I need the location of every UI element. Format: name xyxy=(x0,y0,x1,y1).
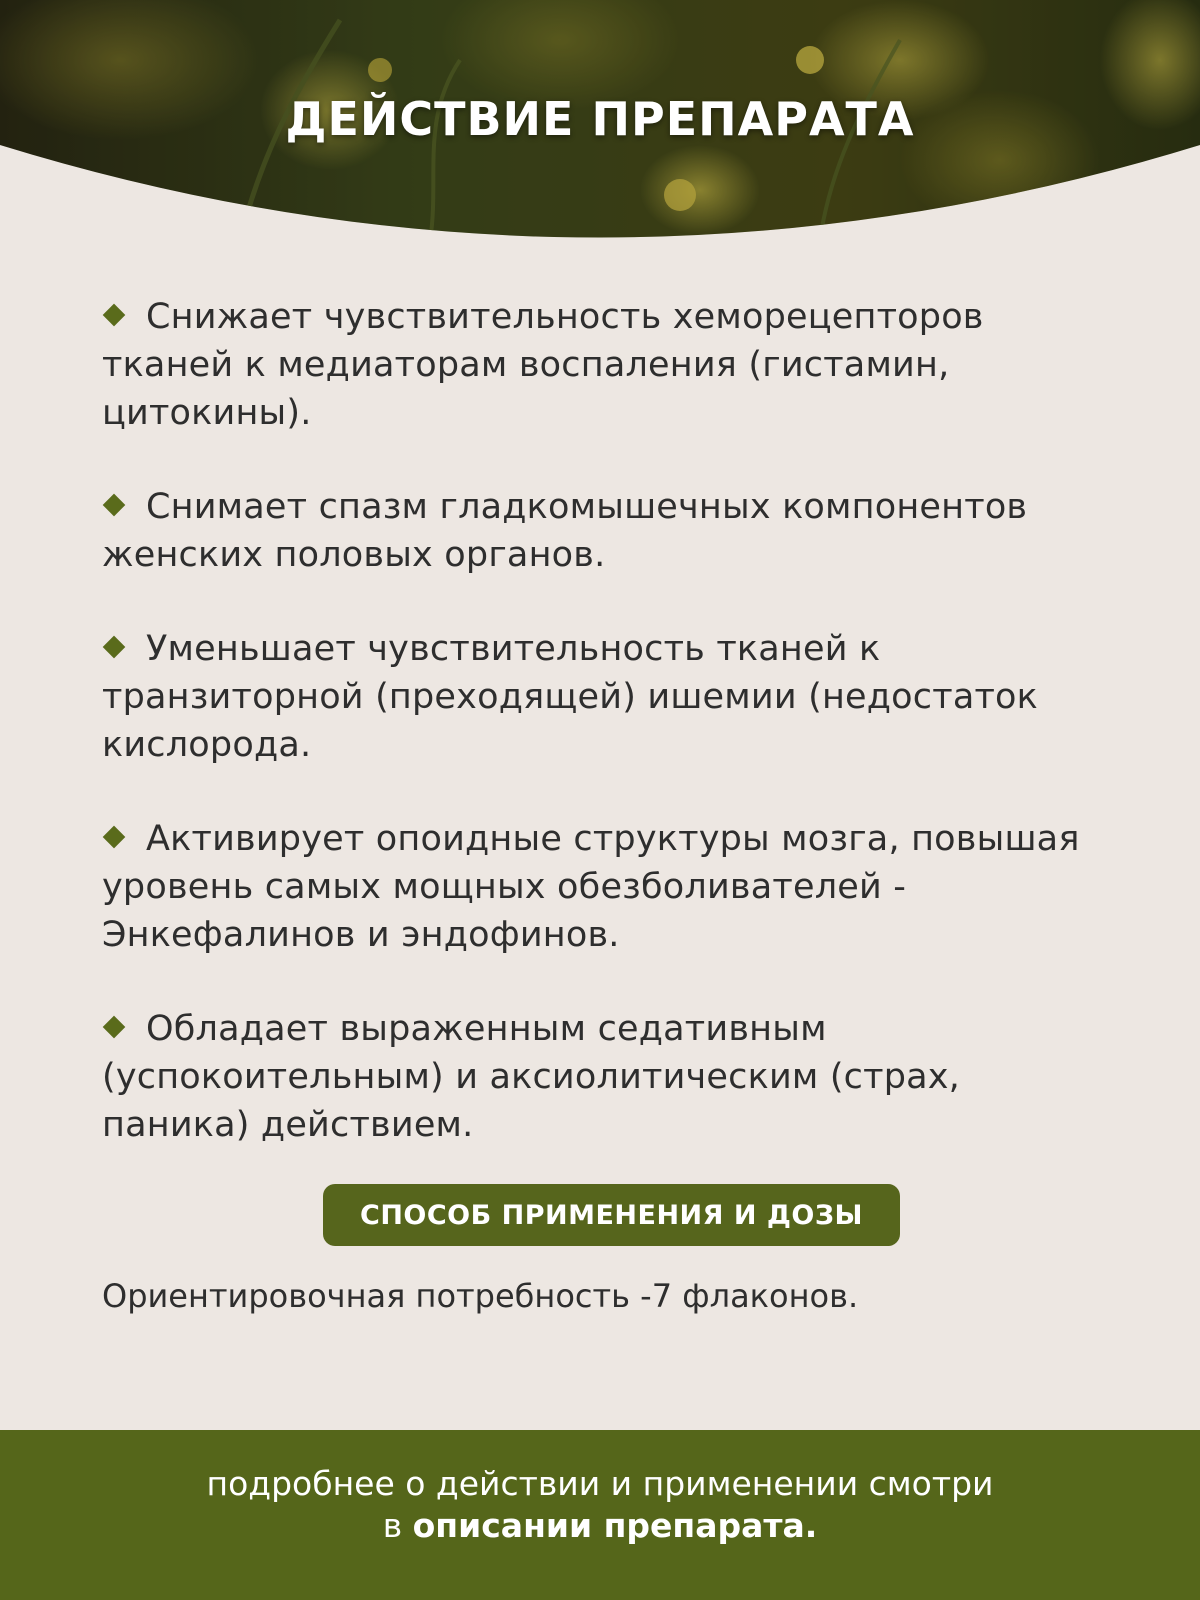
hero-banner xyxy=(0,0,1200,240)
list-item xyxy=(102,815,1102,959)
diamond-bullet-icon xyxy=(103,304,126,327)
usage-section-badge: СПОСОБ ПРИМЕНЕНИЯ И ДОЗЫ xyxy=(323,1184,900,1246)
list-item-text: Обладает выраженным седативным (успокоительным) и аксиолитическим (страх, паника) действием. xyxy=(102,1009,961,1145)
diamond-bullet-icon xyxy=(103,494,126,517)
list-item-text: Снимает спазм гладкомышечных компонентов женских половых органов. xyxy=(102,487,1028,575)
footer-banner xyxy=(0,1430,1200,1600)
list-item xyxy=(102,293,1102,437)
footer-line-1: подробнее о действии и применении смотри xyxy=(206,1464,994,1503)
diamond-bullet-icon xyxy=(103,636,126,659)
diamond-bullet-icon xyxy=(103,1016,126,1039)
dosage-note: Ориентировочная потребность -7 флаконов. xyxy=(102,1277,859,1315)
list-item-text: Активирует опоидные структуры мозга, повышая уровень самых мощных обезболивателей - Энкефалинов и эндофинов. xyxy=(102,819,1080,955)
footer-line-2 xyxy=(0,1505,1200,1547)
actions-list xyxy=(102,293,1102,1195)
footer-line-2-prefix: в xyxy=(382,1506,413,1545)
list-item xyxy=(102,1005,1102,1149)
page-title: ДЕЙСТВИЕ ПРЕПАРАТА xyxy=(285,92,915,146)
diamond-bullet-icon xyxy=(103,826,126,849)
list-item xyxy=(102,483,1102,579)
list-item-text: Снижает чувствительность хеморецепторов тканей к медиаторам воспаления (гистамин, цитокины). xyxy=(102,297,984,433)
list-item-text: Уменьшает чувствительность тканей к транзиторной (преходящей) ишемии (недостаток кислорода. xyxy=(102,629,1039,765)
list-item xyxy=(102,625,1102,769)
footer-description-link: описании препарата. xyxy=(412,1506,818,1545)
